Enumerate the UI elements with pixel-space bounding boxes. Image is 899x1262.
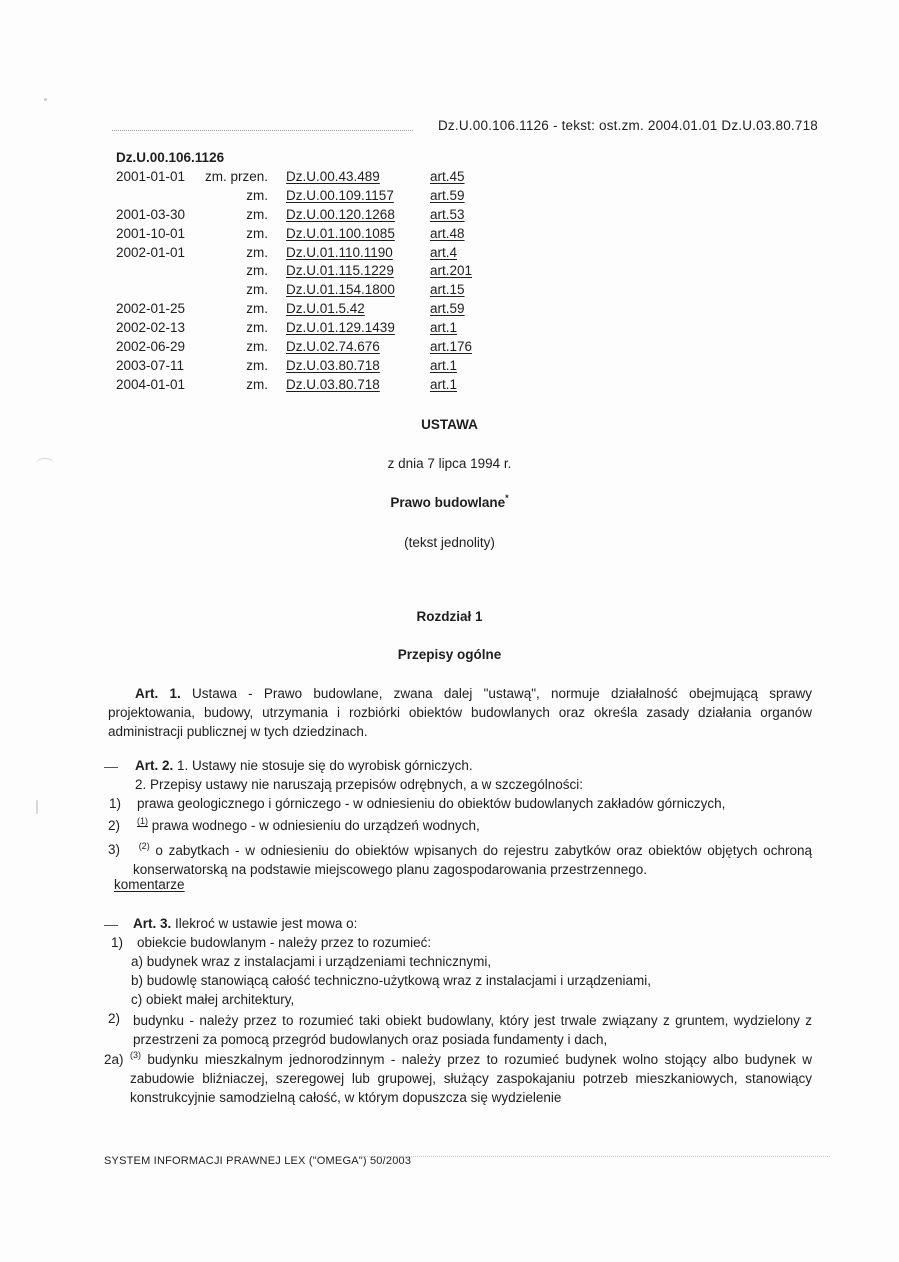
article-2-item-3-text: o zabytkach - w odniesieniu do obiektów wpisanych do rejestru zabytków oraz obiektów objętych ochroną konserwatorską na podstawie miejscowego planu zagospodarowania przestrzennego.	[133, 843, 812, 877]
amendment-date: 2001-03-30	[116, 206, 186, 222]
article-3-item-1-text: obiekcie budowlanym - należy przez to rozumieć:	[137, 935, 432, 950]
amendment-ref-link[interactable]: Dz.U.02.74.676	[286, 339, 380, 355]
amendment-ref-link[interactable]: Dz.U.01.129.1439	[286, 320, 395, 336]
header-rule	[112, 130, 413, 131]
amendment-kind: zm.	[246, 320, 268, 336]
article-3-item-2a-num: 2a)	[104, 1052, 124, 1067]
amendment-date: 2004-01-01	[116, 376, 186, 392]
amendment-article-link[interactable]: art.201	[430, 263, 473, 279]
article-3-marker	[104, 925, 118, 926]
amendment-date: 2002-02-13	[116, 320, 186, 336]
chapter-number: Rozdział 1	[416, 609, 483, 624]
act-date: z dnia 7 lipca 1994 r.	[387, 456, 512, 471]
amendment-article-link[interactable]: art.15	[430, 282, 465, 298]
amendment-ref-link[interactable]: Dz.U.01.100.1085	[286, 225, 395, 241]
amendment-kind: zm.	[246, 376, 268, 392]
amendment-ref-link[interactable]: Dz.U.03.80.718	[286, 376, 380, 392]
act-title-wrap	[0, 495, 899, 510]
article-3-label: Art. 3.	[133, 916, 172, 931]
article-2-item-2-text: prawa wodnego - w odniesieniu do urządzeń wodnych,	[151, 818, 480, 833]
article-2-item-2-footnote[interactable]: (1)	[137, 816, 148, 826]
amendment-article-link[interactable]: art.59	[430, 187, 465, 203]
act-subtitle: (tekst jednolity)	[404, 535, 495, 550]
comments-link[interactable]: komentarze	[114, 877, 185, 892]
amendment-kind: zm. przen.	[204, 169, 268, 184]
article-2-item-1-num: 1)	[109, 796, 122, 811]
article-1-label: Art. 1.	[135, 686, 181, 701]
amendment-article-link[interactable]: art.1	[430, 320, 458, 336]
amendment-article-link[interactable]: art.1	[430, 357, 458, 373]
amendment-ref-link[interactable]: Dz.U.01.115.1229	[286, 263, 394, 279]
article-2-item-3-wrap	[133, 841, 812, 879]
article-3-item-2a-wrap	[130, 1050, 812, 1107]
footer-text: SYSTEM INFORMACJI PRAWNEJ LEX ("OMEGA") 50/2003	[104, 1155, 412, 1167]
amendment-kind: zm.	[246, 357, 268, 373]
article-1-text: Ustawa - Prawo budowlane, zwana dalej "ustawą", normuje działalność obejmującą sprawy projektowania, budowy, utrzymania i rozbiórki obiektów budowlanych oraz określa zasady działania organów administracji publicznej w tych dziedzinach.	[108, 686, 812, 739]
chapter-title: Przepisy ogólne	[397, 647, 502, 662]
article-2-marker	[104, 767, 118, 768]
article-3-item-2-num: 2)	[108, 1011, 121, 1026]
amendment-date: 2001-10-01	[116, 225, 186, 241]
amendment-kind: zm.	[246, 206, 268, 222]
article-2-item-2-num: 2)	[108, 818, 121, 833]
act-type: USTAWA	[421, 417, 478, 432]
amendment-ref-link[interactable]: Dz.U.01.154.1800	[286, 282, 395, 298]
scan-mark	[36, 458, 54, 469]
amendment-ref-link[interactable]: Dz.U.03.80.718	[286, 357, 380, 373]
article-2-item-3-num: 3)	[108, 842, 121, 857]
article-3-item-2a-footnote[interactable]: (3)	[130, 1050, 141, 1060]
article-1	[108, 684, 812, 741]
article-2-item-3-footnote[interactable]: (2)	[138, 841, 150, 851]
article-3-item-1-sub-b: b) budowlę stanowiącą całość techniczno-użytkową wraz z instalacjami i urządzeniami,	[131, 973, 651, 988]
amendment-ref-link[interactable]: Dz.U.01.110.1190	[286, 244, 393, 260]
article-3-item-1-num: 1)	[111, 935, 124, 950]
amendment-kind: zm.	[246, 225, 268, 241]
amendment-date: 2002-01-25	[116, 301, 186, 317]
amendment-date: 2002-06-29	[116, 339, 186, 355]
scan-mark	[36, 800, 38, 814]
article-3-item-2a-text: budynku mieszkalnym jednorodzinnym - należy przez to rozumieć budynek wolno stojący albo budynek w zabudowie bliźniaczej, szeregowej lub grupowej, służący zaspokajaniu potrzeb mieszkaniowych, stanowiący konstrukcyjnie samodzielną całość, w którym dopuszcza się wydzielenie	[130, 1052, 812, 1105]
amendment-kind: zm.	[246, 339, 268, 355]
article-2-label: Art. 2.	[135, 758, 174, 773]
article-3-intro: Ilekroć w ustawie jest mowa o:	[175, 916, 358, 931]
amendment-article-link[interactable]: art.45	[430, 169, 465, 184]
amendment-date: 2001-01-01	[116, 169, 186, 184]
article-3-item-1-sub-a: a) budynek wraz z instalacjami i urządzeniami technicznymi,	[131, 954, 492, 969]
amendment-date: 2003-07-11	[116, 357, 185, 373]
amendment-article-link[interactable]: art.1	[430, 376, 458, 392]
act-title: Prawo budowlane	[390, 495, 506, 510]
amendment-date: 2002-01-01	[116, 244, 186, 260]
header-reference: Dz.U.00.106.1126 - tekst: ost.zm. 2004.01.01 Dz.U.03.80.718	[437, 118, 818, 133]
article-2-p2: 2. Przepisy ustawy nie naruszają przepisów odrębnych, a w szczególności:	[135, 777, 583, 792]
amendment-kind: zm.	[246, 282, 268, 298]
article-3-item-2-text: budynku - należy przez to rozumieć taki obiekt budowlany, który jest trwale związany z gruntem, wydzielony z przestrzeni za pomocą przegród budowlanych oraz posiada fundamenty i dach,	[133, 1013, 812, 1047]
article-2-item-2-wrap	[137, 818, 480, 833]
amendment-article-link[interactable]: art.59	[430, 301, 465, 317]
article-2-p1: 1. Ustawy nie stosuje się do wyrobisk górniczych.	[177, 758, 473, 773]
amendment-kind: zm.	[246, 263, 268, 279]
amendment-article-link[interactable]: art.176	[430, 339, 473, 355]
article-3-item-1-sub-c: c) obiekt małej architektury,	[131, 992, 295, 1007]
amendment-article-link[interactable]: art.4	[430, 244, 458, 260]
amendment-kind: zm.	[246, 244, 268, 260]
amendment-ref-link[interactable]: Dz.U.00.109.1157	[286, 187, 394, 203]
article-3-first-line	[133, 916, 357, 931]
amendment-ref-link[interactable]: Dz.U.01.5.42	[286, 301, 365, 317]
scan-speck	[44, 98, 47, 101]
article-2-first-line	[135, 758, 473, 773]
amendment-ref-link[interactable]: Dz.U.00.120.1268	[286, 206, 395, 222]
act-title-footnote-mark: *	[505, 493, 509, 503]
article-2-item-1-text: prawa geologicznego i górniczego - w odniesieniu do obiektów budowlanych zakładów górniczych,	[137, 796, 726, 811]
amendment-kind: zm.	[246, 301, 268, 317]
amendment-article-link[interactable]: art.53	[430, 206, 465, 222]
footer-rule	[360, 1156, 830, 1157]
amendments-title: Dz.U.00.106.1126	[116, 150, 225, 165]
amendment-article-link[interactable]: art.48	[430, 225, 465, 241]
amendment-ref-link[interactable]: Dz.U.00.43.489	[286, 169, 380, 184]
amendment-kind: zm.	[246, 187, 268, 203]
